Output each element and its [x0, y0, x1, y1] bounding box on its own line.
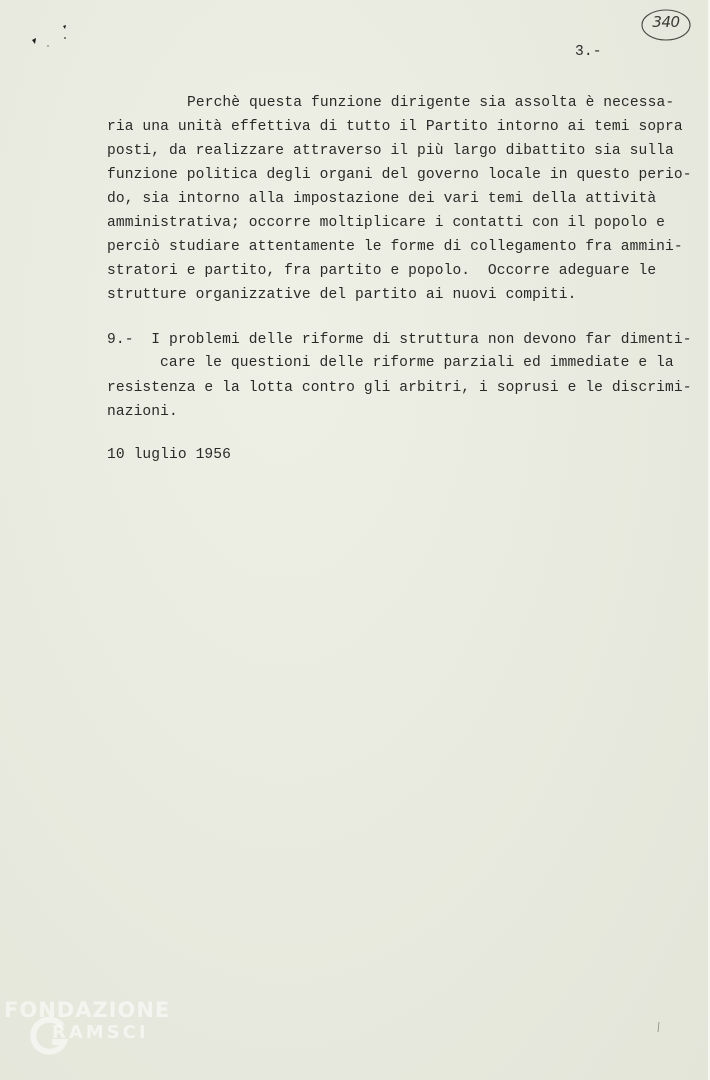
- paragraph-line: stratori e partito, fra partito e popolo. Occorre adeguare le: [107, 263, 657, 279]
- paragraph-line: amministrativa; occorre moltiplicare i contatti con il popolo e: [107, 215, 666, 231]
- document-date: 10 luglio 1956: [107, 447, 232, 463]
- paragraph-line: funzione politica degli organi del governo locale in questo perio-: [107, 167, 692, 183]
- paragraph-line: perciò studiare attentamente le forme di collegamento fra ammini-: [107, 239, 683, 255]
- paragraph-line: posti, da realizzare attraverso il più largo dibattito sia sulla: [107, 143, 674, 159]
- fondazione-gramsci-watermark: [4, 998, 194, 1058]
- page-number: 3.-: [575, 44, 602, 60]
- stray-ink-mark: [655, 1020, 663, 1032]
- paragraph-line: do, sia intorno alla impostazione dei vari temi della attività: [107, 191, 657, 207]
- numbered-item-line: 9.- I problemi delle riforme di struttura non devono far dimenti-: [107, 332, 692, 348]
- paragraph-line: care le questioni delle riforme parziali ed immediate e la: [160, 355, 674, 371]
- paragraph-line: nazioni.: [107, 404, 178, 420]
- watermark-line-2: RAMSCI: [52, 1022, 149, 1043]
- paragraph-line: strutture organizzative del partito ai nuovi compiti.: [107, 287, 577, 303]
- archive-number-stamp: [640, 8, 692, 42]
- paragraph-line: Perchè questa funzione dirigente sia assolta è necessa-: [187, 95, 675, 111]
- margin-ink-marks: [28, 20, 73, 60]
- watermark-line-1: FONDAZIONE: [4, 998, 171, 1022]
- paragraph-line: ria una unità effettiva di tutto il Partito intorno ai temi sopra: [107, 119, 683, 135]
- paragraph-line: resistenza e la lotta contro gli arbitri, i soprusi e le discrimi-: [107, 380, 692, 396]
- archive-number: 340: [652, 13, 680, 31]
